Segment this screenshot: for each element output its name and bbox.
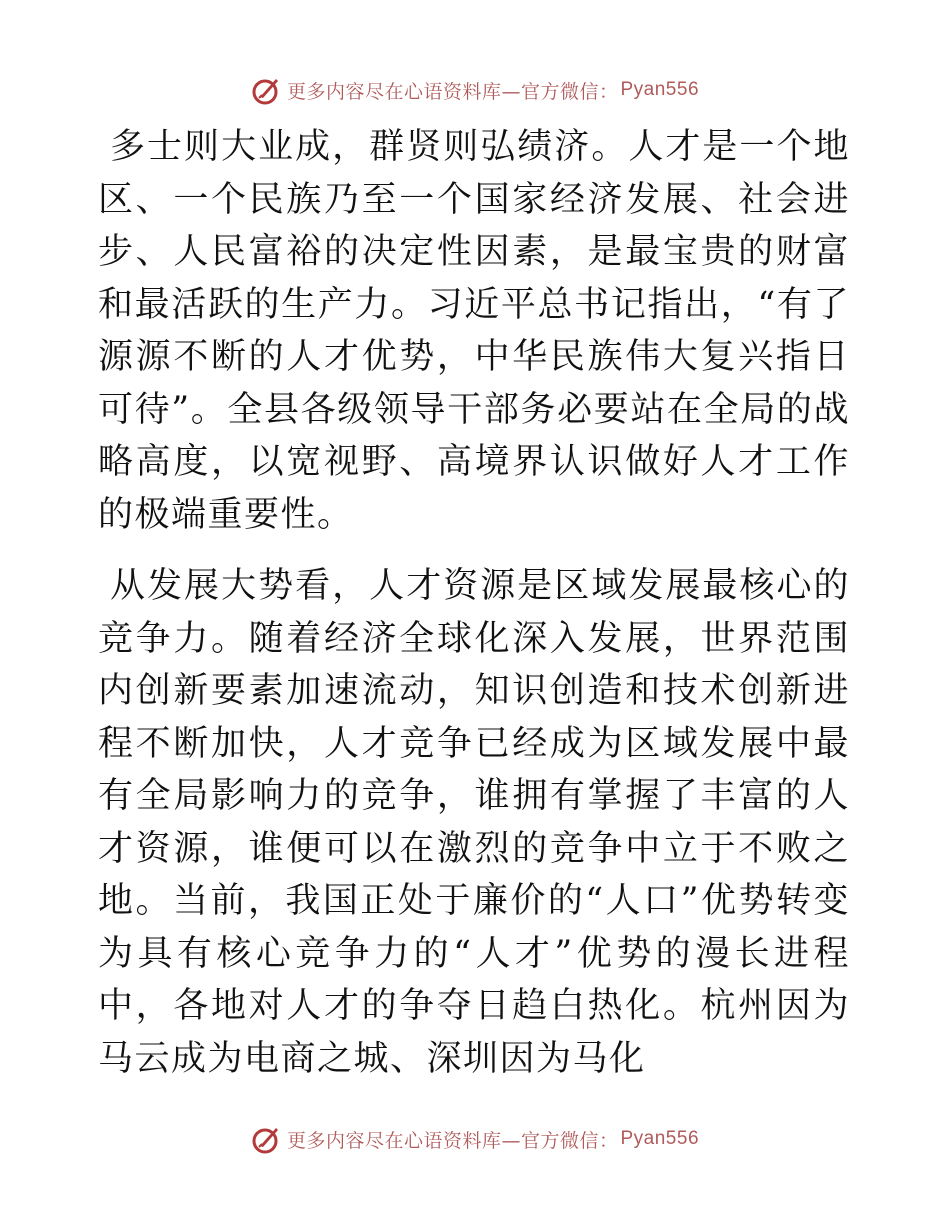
watermark-text: 更多内容尽在心语资料库—官方微信： — [286, 80, 619, 103]
watermark-wechat-id: Pyan556 — [620, 79, 700, 100]
paragraph-2: 从发展大势看，人才资源是区域发展最核心的竞争力。随着经济全球化深入发展，世界范围内创新要素加速流动，知识创造和技术创新进程不断加快，人才竞争已经成为区域发展中最有全局影响力的竞争，谁拥有掌握了丰富的人才资源，谁便可以在激烈的竞争中立于不败之地。当前，我国正处于廉价的“人口”优势转变为具有核心竞争力的“人才”优势的漫长进程中，各地对人才的争夺日趋白热化。杭州因为马云成为电商之城、深圳因为马化 — [98, 566, 850, 1079]
quill-logo-icon — [251, 75, 281, 105]
footer-watermark — [0, 1119, 950, 1159]
quill-logo-icon — [251, 1124, 281, 1154]
paragraph-1: 多士则大业成，群贤则弘绩济。人才是一个地区、一个民族乃至一个国家经济发展、社会进步、人民富裕的决定性因素，是最宝贵的财富和最活跃的生产力。习近平总书记指出，“有了源源不断的人才优势，中华民族伟大复兴指日可待”。全县各级领导干部务必要站在全局的战略高度，以宽视野、高境界认识做好人才工作的极端重要性。 — [98, 127, 850, 535]
watermark-wechat-id: Pyan556 — [620, 1128, 700, 1149]
watermark-text: 更多内容尽在心语资料库—官方微信： — [286, 1129, 619, 1152]
header-watermark — [0, 70, 950, 110]
document-body — [98, 121, 850, 1085]
